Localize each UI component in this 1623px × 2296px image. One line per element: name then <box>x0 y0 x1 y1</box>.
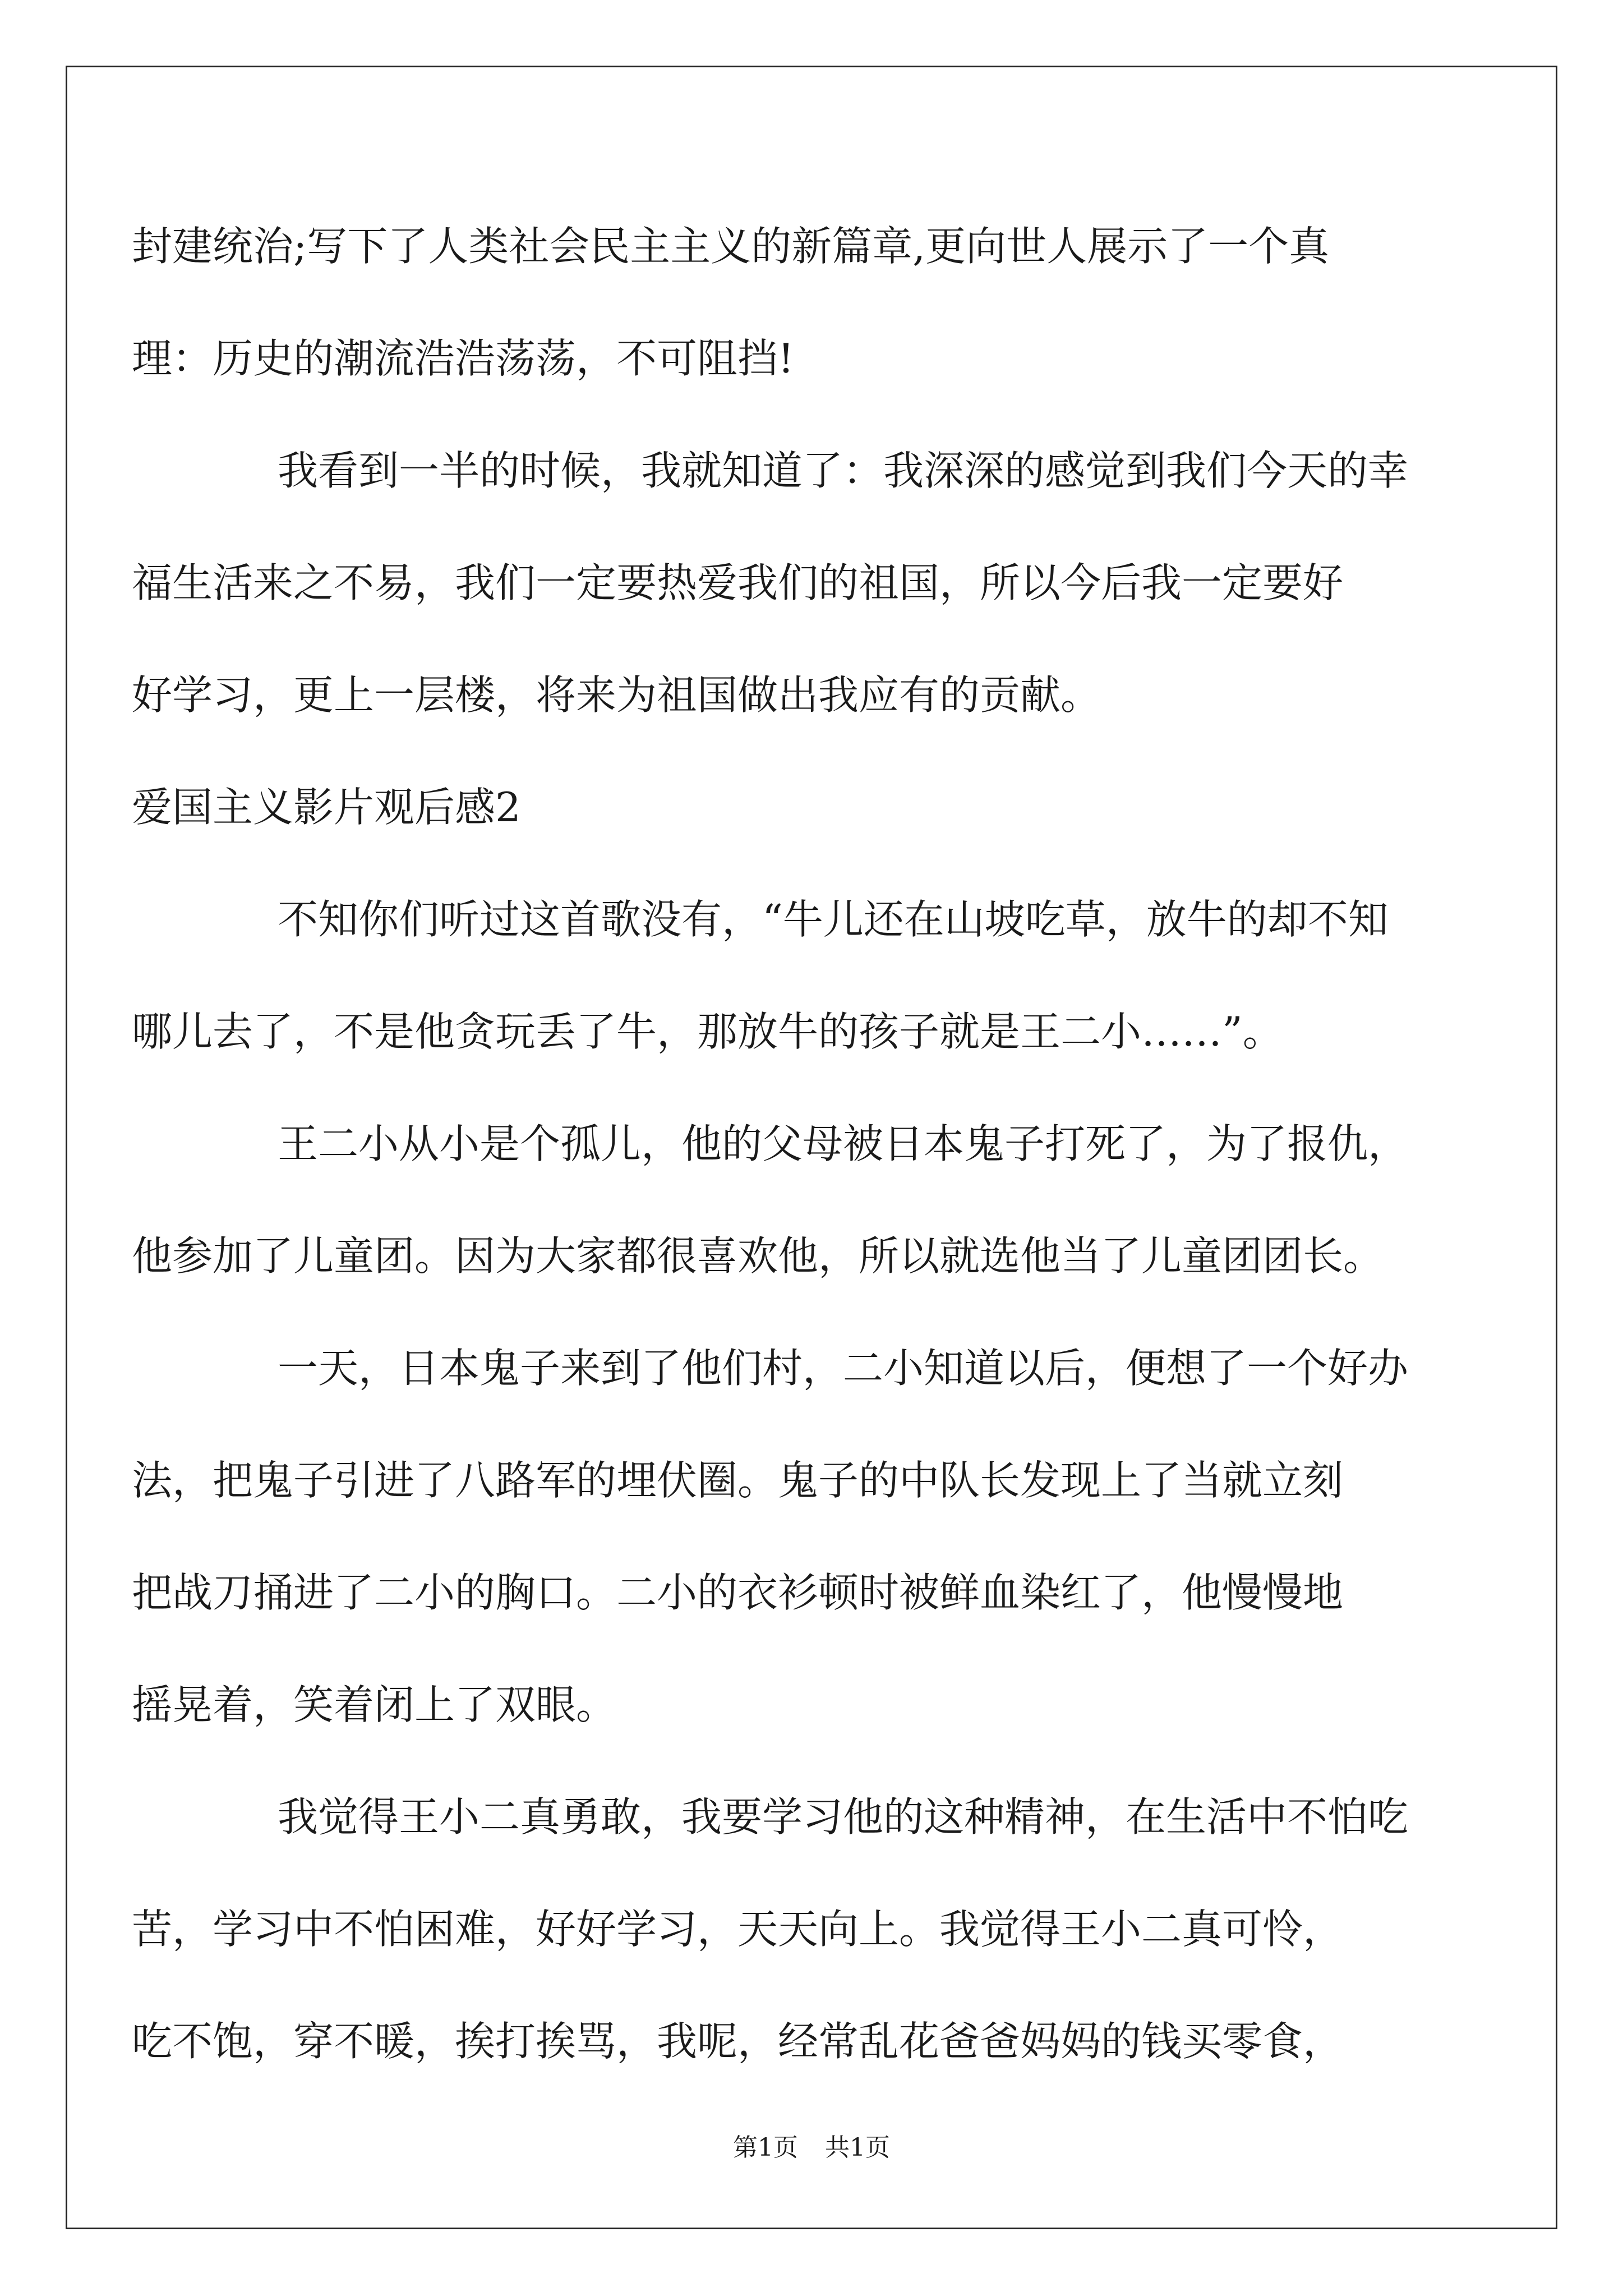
page-footer <box>0 2127 1623 2163</box>
text-line: 吃不饱，穿不暖，挨打挨骂，我呢，经常乱花爸爸妈妈的钱买零食， <box>132 2018 1344 2065</box>
text-line: 摇晃着，笑着闭上了双眼。 <box>132 1681 617 1728</box>
text-line: 封建统治;写下了人类社会民主主义的新篇章,更向世人展示了一个真 <box>132 223 1330 270</box>
paragraph-first-line: 不知你们听过这首歌没有，“牛儿还在山坡吃草，放牛的却不知 <box>278 896 1389 943</box>
text-line: 好学习，更上一层楼，将来为祖国做出我应有的贡献。 <box>132 671 1101 719</box>
text-line: 他参加了儿童团。因为大家都很喜欢他，所以就选他当了儿童团团长。 <box>132 1232 1384 1280</box>
text-line: 苦，学习中不怕困难，好好学习，天天向上。我觉得王小二真可怜， <box>132 1906 1344 1953</box>
paragraph-first-line: 一天，日本鬼子来到了他们村，二小知道以后，便想了一个好办 <box>278 1345 1409 1392</box>
text-line: 把战刀捅进了二小的胸口。二小的衣衫顿时被鲜血染红了，他慢慢地 <box>132 1569 1344 1616</box>
paragraph-first-line: 王二小从小是个孤儿，他的父母被日本鬼子打死了，为了报仇， <box>278 1120 1409 1167</box>
text-line: 理：历史的潮流浩浩荡荡，不可阻挡! <box>132 335 794 382</box>
section-heading: 爱国主义影片观后感2 <box>132 784 521 831</box>
paragraph-first-line: 我觉得王小二真勇敢，我要学习他的这种精神，在生活中不怕吃 <box>278 1793 1409 1841</box>
text-line: 福生活来之不易，我们一定要热爱我们的祖国，所以今后我一定要好 <box>132 559 1344 606</box>
paragraph-first-line: 我看到一半的时候，我就知道了：我深深的感觉到我们今天的幸 <box>278 447 1409 494</box>
page-number: 第1页 <box>733 2133 798 2162</box>
text-line: 法，把鬼子引进了八路军的埋伏圈。鬼子的中队长发现上了当就立刻 <box>132 1457 1344 1504</box>
page-total: 共1页 <box>825 2133 890 2162</box>
text-line: 哪儿去了，不是他贪玩丢了牛，那放牛的孩子就是王二小……”。 <box>132 1008 1283 1055</box>
